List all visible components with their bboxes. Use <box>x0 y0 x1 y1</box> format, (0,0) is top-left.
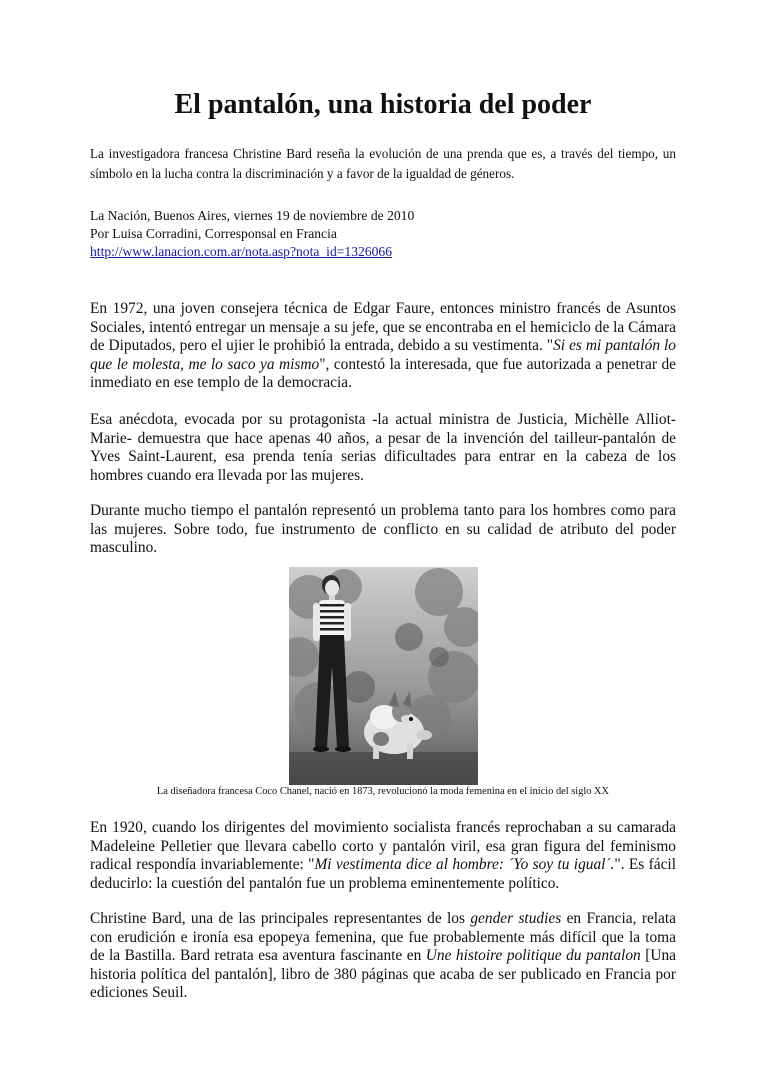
paragraph-2: Esa anécdota, evocada por su protagonista -la actual ministra de Justicia, Michèlle Alliot-Marie- demuestra que hace apenas 40 años, a pesar de la invención del tailleur-pantalón de Yves Saint-Laurent, esa prenda tenía serias dificultades para entrar en la cabeza de los hombres cuando era llevada por las mujeres. <box>90 411 676 484</box>
paragraph-5-text-c: [Una historia política del pantalón], libro de 380 páginas que acaba de ser publicado en Francia por ediciones Seuil. <box>90 947 676 1001</box>
source-link[interactable]: http://www.lanacion.com.ar/nota.asp?nota_id=1326066 <box>90 244 393 259</box>
source-newspaper: La Nación, Buenos Aires, viernes 19 de noviembre de 2010 <box>90 208 415 223</box>
paragraph-1-text-a: En 1972, una joven consejera técnica de Edgar Faure, entonces ministro francés de Asuntos Sociales, intentó entregar un mensaje a su jefe, que se encontraba en el hemiciclo de la Cámara de Diputados, pero el ujier le prohibió la entrada, debido a su vestimenta. " <box>90 300 676 354</box>
paragraph-3: Durante mucho tiempo el pantalón representó un problema tanto para los hombres como para las mujeres. Sobre todo, fue instrumento de conflicto en su calidad de atributo del poder masculino. <box>90 502 676 556</box>
paragraph-5-text-b: en Francia, relata con erudición e ironía esa epopeya femenina, que fue probablemente más difícil que la toma de la Bastilla. Bard retrata esa aventura fascinante en <box>90 910 676 964</box>
paragraph-5-em-book-title: Une histoire politique du pantalon <box>425 947 641 964</box>
paragraph-5-text-a: Christine Bard, una de las principales representantes de los <box>90 910 471 927</box>
source-block <box>90 207 676 261</box>
chanel-photo <box>289 567 478 785</box>
paragraph-4 <box>90 819 676 893</box>
lead-paragraph: La investigadora francesa Christine Bard reseña la evolución de una prenda que es, a través del tiempo, un símbolo en la lucha contra la discriminación y a favor de la igualdad de géneros. <box>90 146 676 181</box>
chanel-photo-image <box>289 567 478 785</box>
paragraph-5-em-gender-studies: gender studies <box>470 910 562 927</box>
paragraph-1-quote: Si es mi pantalón lo que le molesta, me lo saco ya mismo <box>90 337 676 373</box>
paragraph-5 <box>90 910 676 1003</box>
paragraph-4-text-a: En 1920, cuando los dirigentes del movimiento socialista francés reprochaban a su camarada Madeleine Pelletier que llevara cabello corto y pantalón viril, esa gran figura del feminismo radical respondía invariablemente: " <box>90 819 676 873</box>
photo-caption: La diseñadora francesa Coco Chanel, nació en 1873, revolucionó la moda femenina en el inicio del siglo XX <box>156 786 610 797</box>
paragraph-4-text-b: ". Es fácil deducirlo: la cuestión del pantalón fue un problema eminentemente político. <box>90 856 676 892</box>
paragraph-1-text-b: ", contestó la interesada, que fue autorizada a penetrar de inmediato en ese templo de la democracia. <box>90 355 676 391</box>
paragraph-4-quote: Mi vestimenta dice al hombre: ´Yo soy tu igual´. <box>314 856 615 873</box>
paragraph-1 <box>90 300 676 393</box>
page-title: El pantalón, una historia del poder <box>174 89 592 120</box>
source-author: Por Luisa Corradini, Corresponsal en Francia <box>90 226 337 241</box>
